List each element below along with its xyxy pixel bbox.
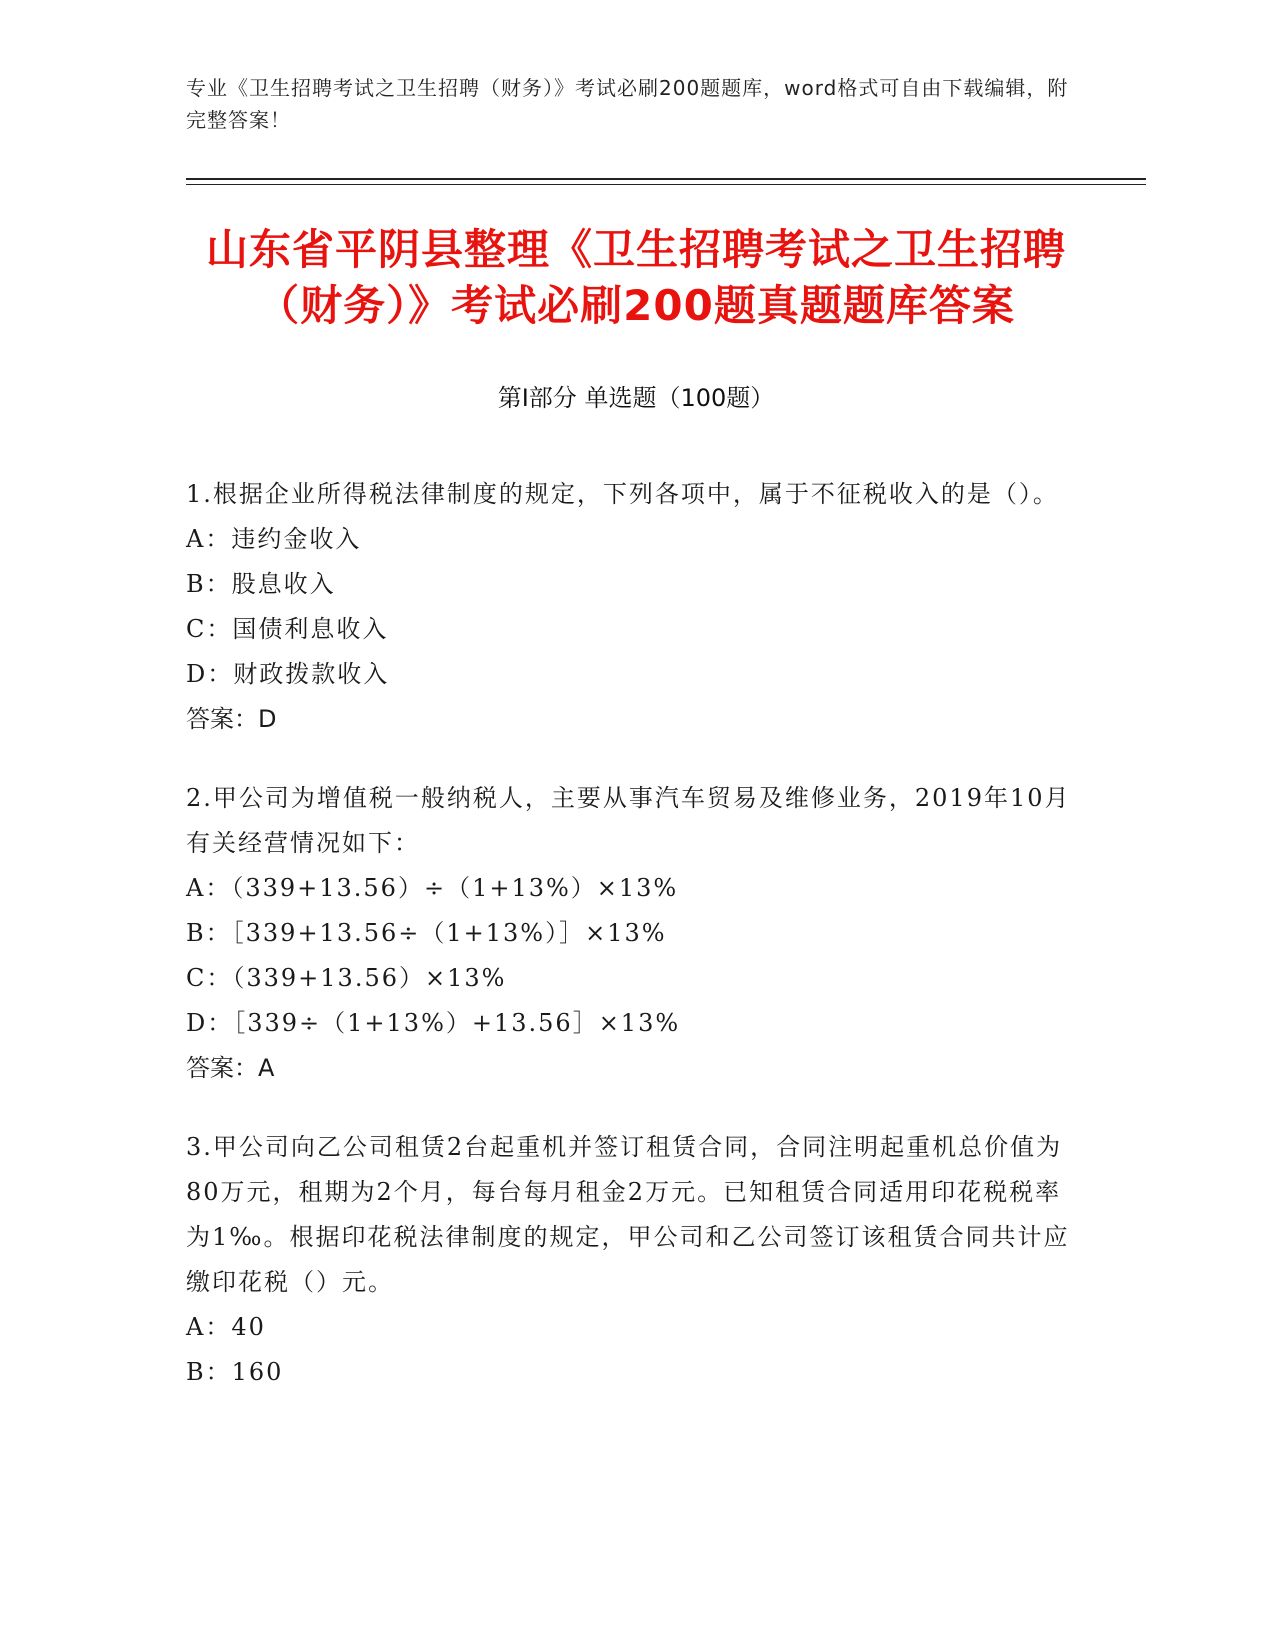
option-c: C：（339+13.56）×13%	[186, 964, 507, 992]
question-stem: 2.甲公司为增值税一般纳税人，主要从事汽车贸易及维修业务，2019年10月有关经营情况如下：	[186, 784, 1071, 857]
section-heading: 第Ⅰ部分 单选题（100题）	[497, 384, 775, 412]
option-c: C：国债利息收入	[186, 615, 389, 643]
option-a: A：（339+13.56）÷（1+13%）×13%	[186, 874, 679, 902]
option-b: B：160	[186, 1358, 284, 1386]
question-3	[186, 1125, 1086, 1395]
option-a: A：40	[186, 1313, 266, 1341]
question-stem: 1.根据企业所得税法律制度的规定，下列各项中，属于不征税收入的是（）。	[186, 480, 1059, 508]
document-title: 山东省平阴县整理《卫生招聘考试之卫生招聘（财务）》考试必刷200题真题题库答案	[205, 225, 1066, 330]
header-note: 专业《卫生招聘考试之卫生招聘（财务）》考试必刷200题题库，word格式可自由下载编辑，附完整答案！	[186, 76, 1069, 132]
option-b: B：［339+13.56÷（1+13%）］×13%	[186, 919, 667, 947]
answer-line: 答案：D	[186, 705, 277, 733]
option-d: D：［339÷（1+13%）+13.56］×13%	[186, 1009, 681, 1037]
question-1	[186, 472, 1086, 742]
question-stem: 3.甲公司向乙公司租赁2台起重机并签订租赁合同，合同注明起重机总价值为80万元，租期为2个月，每台每月租金2万元。已知租赁合同适用印花税税率为1‰。根据印花税法律制度的规定，甲公司和乙公司签订该租赁合同共计应缴印花税（）元。	[186, 1133, 1070, 1296]
header-divider-thin	[186, 184, 1146, 185]
option-d: D：财政拨款收入	[186, 660, 390, 688]
header-divider-thick	[186, 178, 1146, 180]
question-list	[186, 472, 1086, 1429]
question-2	[186, 776, 1086, 1091]
option-b: B：股息收入	[186, 570, 336, 598]
option-a: A：违约金收入	[186, 525, 362, 553]
answer-line: 答案：A	[186, 1054, 275, 1082]
